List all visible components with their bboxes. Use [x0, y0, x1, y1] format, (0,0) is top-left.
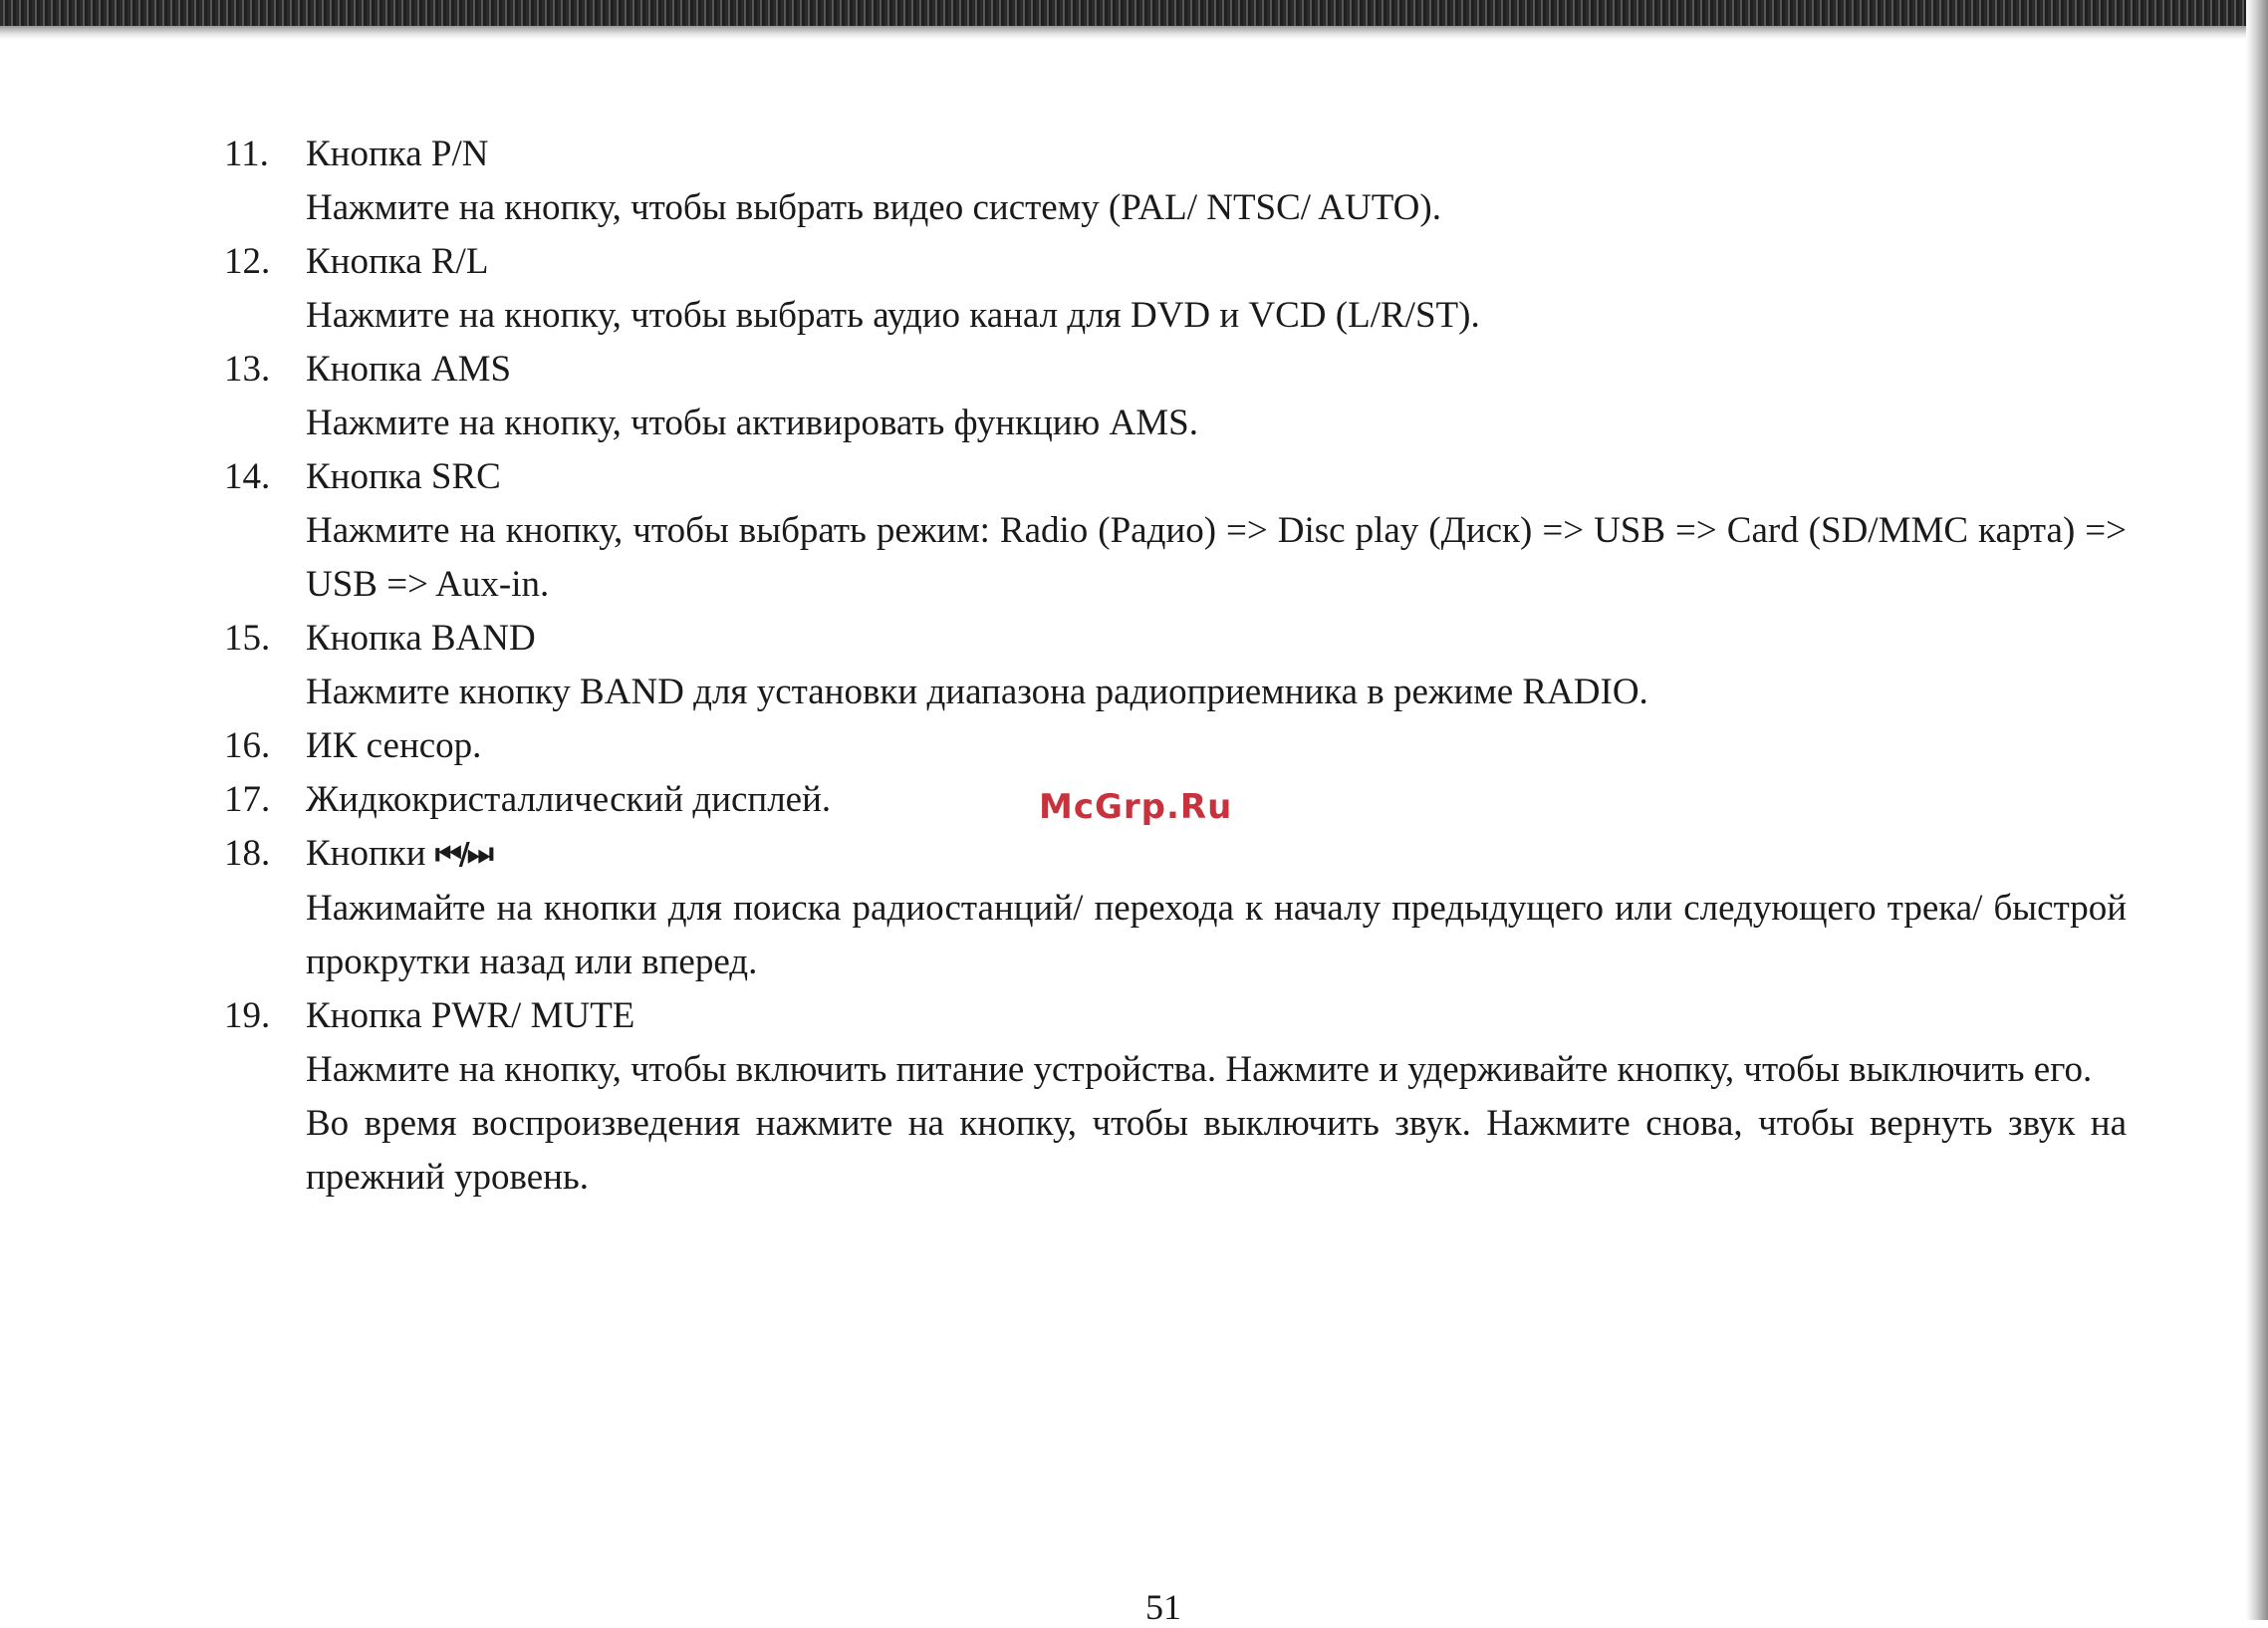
skip-prev-next-icon: ⏮/⏭ [434, 837, 491, 872]
item-heading: Кнопка PWR/ MUTE [306, 995, 635, 1036]
item-heading: Жидкокристаллический дисплей. [306, 779, 832, 820]
list-item-13 [224, 343, 2127, 450]
list-item-14 [224, 450, 2127, 612]
watermark-text: McGrp.Ru [1039, 787, 1233, 827]
list-item-19 [224, 989, 2127, 1205]
item-description: Нажмите на кнопку, чтобы выбрать режим: Radio (Радио) => Disc play (Диск) => USB => Card (SD/MMC карта) => USB => Aux-in. [306, 510, 2127, 605]
item-heading: Кнопка SRC [306, 456, 501, 497]
scan-right-edge [2246, 0, 2268, 1620]
list-item-11 [224, 128, 2127, 235]
item-heading: Кнопка R/L [306, 241, 489, 282]
scan-top-shadow [0, 26, 2268, 40]
item-description: Нажмите на кнопку, чтобы выбрать аудио канал для DVD и VCD (L/R/ST). [306, 295, 1480, 336]
list-item-18 [224, 827, 2127, 989]
item-number: 18. [224, 833, 271, 874]
list-item-12 [224, 235, 2127, 343]
item-number: 14. [224, 456, 271, 497]
item-description: Нажмите на кнопку, чтобы включить питание устройства. Нажмите и удерживайте кнопку, чтобы выключить его. [306, 1049, 2093, 1090]
scan-top-edge [0, 0, 2268, 26]
item-number: 11. [224, 134, 269, 174]
item-number: 19. [224, 995, 271, 1036]
item-heading [306, 827, 491, 882]
list-item-16 [224, 719, 2127, 773]
item-number: 12. [224, 241, 271, 282]
item-description: Нажмите на кнопку, чтобы выбрать видео систему (PAL/ NTSC/ AUTO). [306, 187, 1441, 228]
item-description: Нажмите на кнопку, чтобы активировать функцию AMS. [306, 403, 1198, 443]
item-number: 13. [224, 349, 271, 390]
item-heading: Кнопка AMS [306, 349, 512, 390]
item-number: 17. [224, 779, 271, 820]
item-description: Во время воспроизведения нажмите на кнопку, чтобы выключить звук. Нажмите снова, чтобы вернуть звук на прежний уровень. [306, 1103, 2127, 1198]
page-number: 51 [1145, 1587, 1181, 1627]
item-description: Нажимайте на кнопки для поиска радиостанций/ перехода к началу предыдущего или следующего трека/ быстрой прокрутки назад или вперед. [306, 888, 2127, 982]
item-heading-text: Кнопки [306, 833, 426, 874]
item-heading: Кнопка P/N [306, 134, 489, 174]
item-heading: ИК сенсор. [306, 725, 482, 766]
document-body [224, 128, 2127, 1205]
item-heading: Кнопка BAND [306, 618, 536, 659]
item-number: 16. [224, 725, 271, 766]
item-number: 15. [224, 618, 271, 659]
item-description: Нажмите кнопку BAND для установки диапазона радиоприемника в режиме RADIO. [306, 672, 1648, 712]
list-item-15 [224, 612, 2127, 719]
